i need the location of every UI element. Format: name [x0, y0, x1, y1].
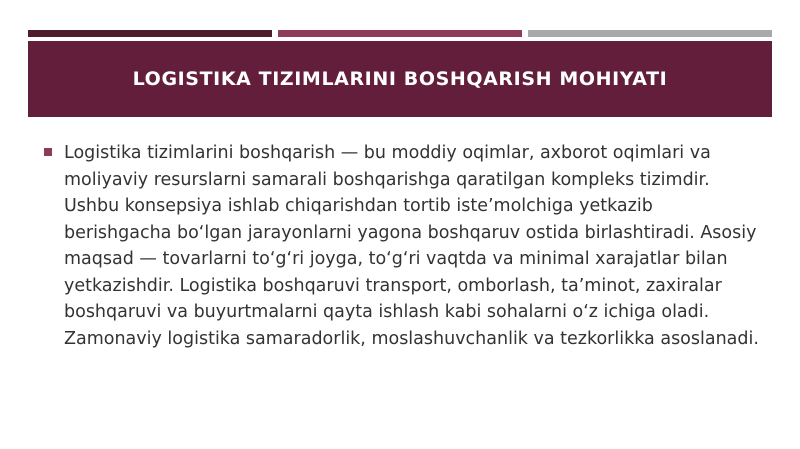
square-bullet-icon: [44, 148, 52, 156]
title-band: [28, 41, 772, 117]
bullet-text: Logistika tizimlarini boshqarish — bu moddiy oqimlar, axborot oqimlari va moliyaviy resurslarni samarali boshqarishga qaratilgan kompleks tizimdir. Ushbu konsepsiya ishlab chiqarishdan tortib iste’molchiga yetkazib berishgacha bo‘lgan jarayonlarni yagona boshqaruv ostida birlashtiradi. Asosiy maqsad — tovarlarni to‘g‘ri joyga, to‘g‘ri vaqtda va minimal xarajatlar bilan yetkazishdir. Logistika boshqaruvi transport, omborlash, ta’minot, zaxiralar boshqaruvi va buyurtmalarni qayta ishlash kabi sohalarni o‘z ichiga oladi. Zamonaviy logistika samaradorlik, moslashuvchanlik va tezkorlikka asoslanadi.: [64, 143, 759, 349]
bullet-item: [44, 140, 760, 352]
accent-bar-dark: [28, 30, 272, 37]
slide-content: [44, 140, 760, 352]
accent-bar-medium: [278, 30, 522, 37]
slide-title: LOGISTIKA TIZIMLARINI BOSHQARISH MOHIYATI: [132, 68, 668, 90]
top-accent-bars: [28, 30, 772, 37]
accent-bar-gray: [528, 30, 772, 37]
